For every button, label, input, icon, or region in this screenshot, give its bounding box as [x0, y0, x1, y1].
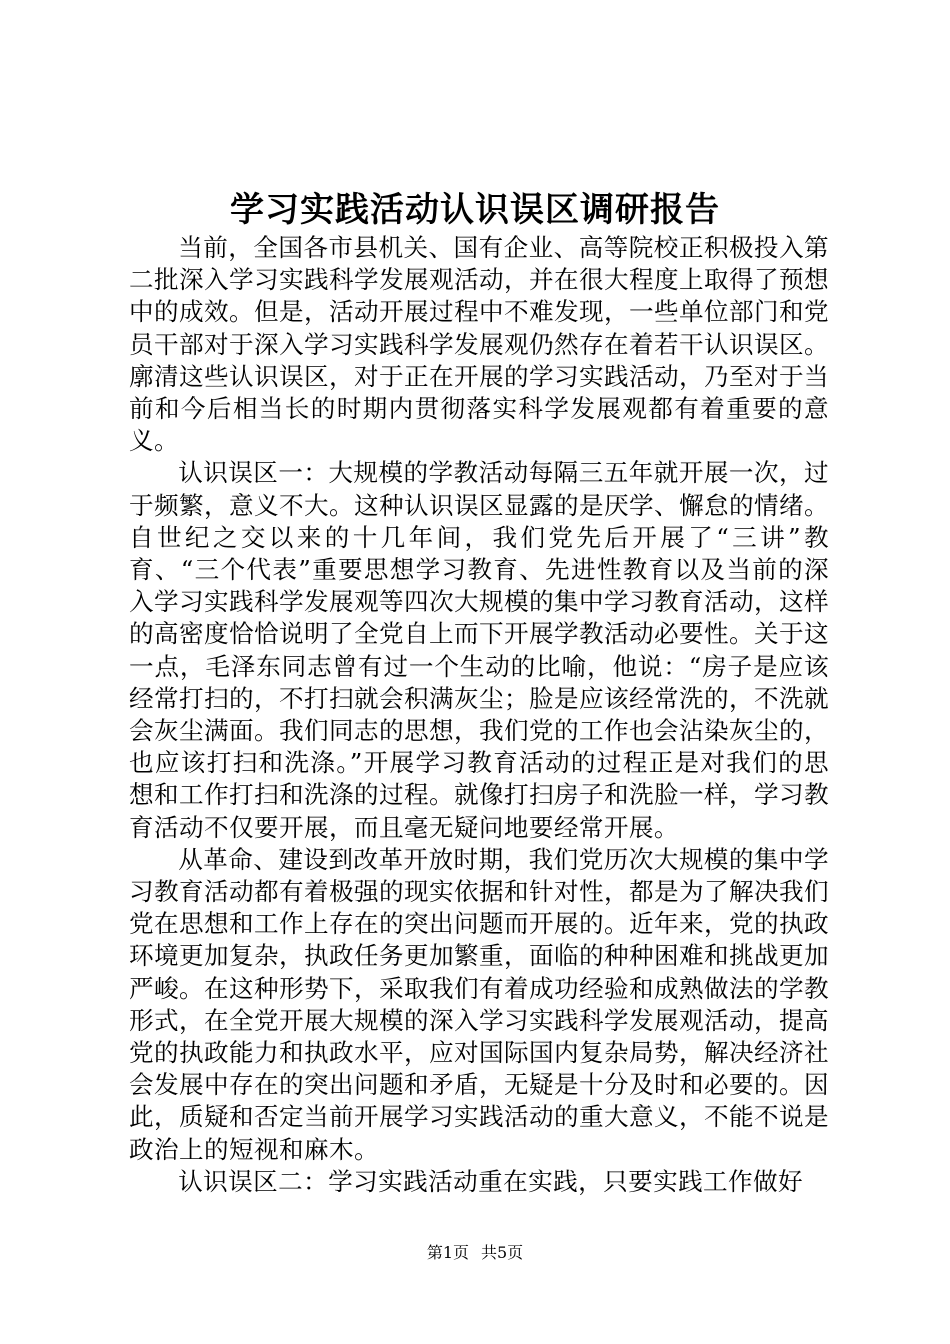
total-pages: 共5页	[481, 1243, 524, 1262]
page-footer	[0, 1242, 950, 1264]
paragraph: 认识误区二：学习实践活动重在实践，只要实践工作做好	[178, 1166, 804, 1196]
page-title: 学习实践活动认识误区调研报告	[230, 190, 720, 230]
paragraph: 当前，全国各市县机关、国有企业、高等院校正积极投入第二批深入学习实践科学发展观活动，并在很大程度上取得了预想中的成效。但是，活动开展过程中不难发现，一些单位部门和党员干部对于深入学习实践科学发展观仍然存在着若干认识误区。廓清这些认识误区，对于正在开展的学习实践活动，乃至对于当前和今后相当长的时期内贯彻落实科学发展观都有着重要的意义。	[129, 233, 829, 456]
paragraph: 从革命、建设到改革开放时期，我们党历次大规模的集中学习教育活动都有着极强的现实依据和针对性，都是为了解决我们党在思想和工作上存在的突出问题而开展的。近年来，党的执政环境更加复杂，执政任务更加繁重，面临的种种困难和挑战更加严峻。在这种形势下，采取我们有着成功经验和成熟做法的学教形式，在全党开展大规模的深入学习实践科学发展观活动，提高党的执政能力和执政水平，应对国际国内复杂局势，解决经济社会发展中存在的突出问题和矛盾，无疑是十分及时和必要的。因此，质疑和否定当前开展学习实践活动的重大意义，不能不说是政治上的短视和麻木。	[129, 844, 829, 1164]
document-body	[129, 232, 829, 1198]
page-number: 第1页	[426, 1243, 469, 1262]
paragraph: 认识误区一：大规模的学教活动每隔三五年就开展一次，过于频繁，意义不大。这种认识误区显露的是厌学、懈怠的情绪。自世纪之交以来的十几年间，我们党先后开展了“三讲”教育、“三个代表”重要思想学习教育、先进性教育以及当前的深入学习实践科学发展观等四次大规模的集中学习教育活动，这样的高密度恰恰说明了全党自上而下开展学教活动必要性。关于这一点，毛泽东同志曾有过一个生动的比喻，他说：“房子是应该经常打扫的，不打扫就会积满灰尘；脸是应该经常洗的，不洗就会灰尘满面。我们同志的思想，我们党的工作也会沾染灰尘的，也应该打扫和洗涤。”开展学习教育活动的过程正是对我们的思想和工作打扫和洗涤的过程。就像打扫房子和洗脸一样，学习教育活动不仅要开展，而且毫无疑问地要经常开展。	[129, 458, 829, 842]
